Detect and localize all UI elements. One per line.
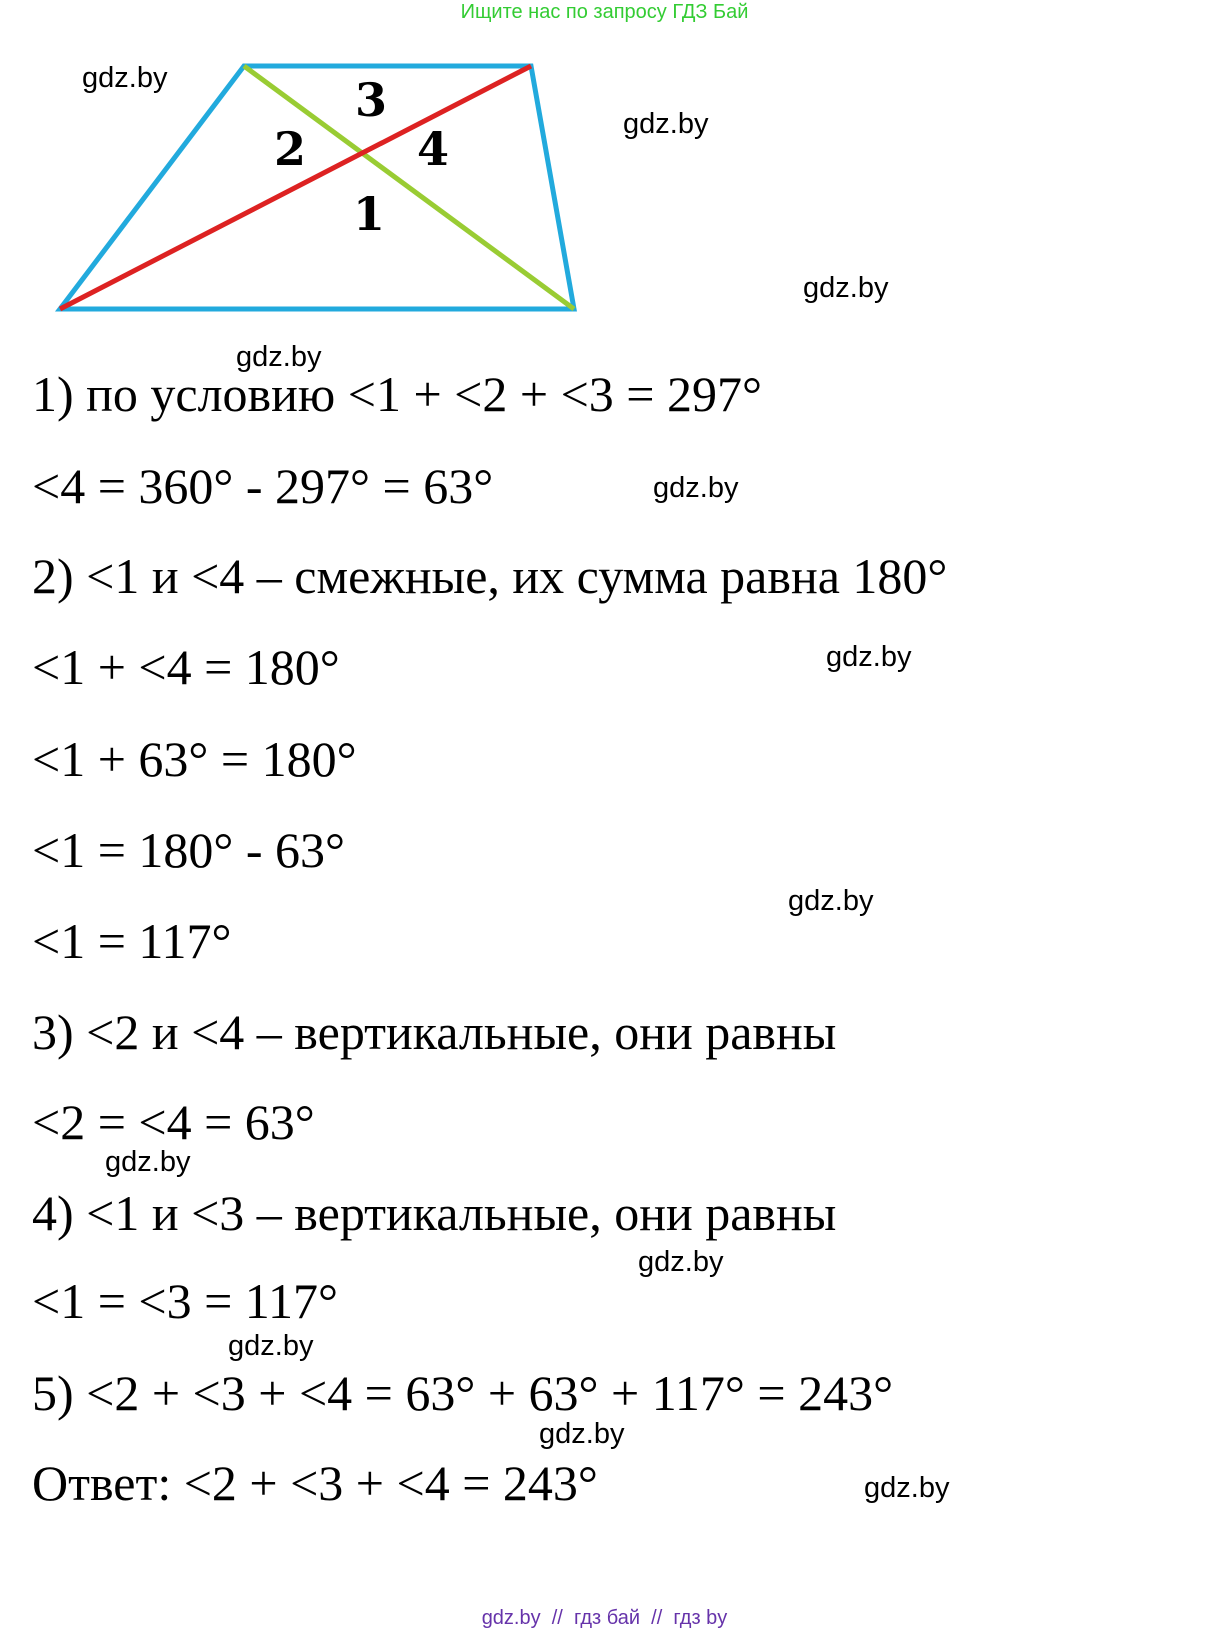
solution-line-8: 3) <2 и <4 – вертикальные, они равны — [32, 1004, 837, 1060]
solution-line-7: <1 = 117° — [32, 913, 232, 969]
watermark: gdz.by — [653, 472, 739, 504]
angle-label-3: 3 — [354, 73, 388, 127]
angle-label-1: 1 — [352, 187, 386, 241]
angle-label-4: 4 — [416, 122, 450, 176]
trapezoid-outline — [60, 66, 574, 309]
watermark: gdz.by — [105, 1146, 191, 1178]
solution-line-3: 2) <1 и <4 – смежные, их сумма равна 180° — [32, 548, 948, 604]
angle-label-2: 2 — [273, 122, 307, 176]
watermark: gdz.by — [864, 1472, 950, 1504]
solution-line-6: <1 = 180° - 63° — [32, 822, 346, 878]
watermark: gdz.by — [236, 341, 322, 373]
watermark: gdz.by — [826, 641, 912, 673]
watermark: gdz.by — [788, 885, 874, 917]
solution-line-5: <1 + 63° = 180° — [32, 731, 357, 787]
watermark: gdz.by — [623, 108, 709, 140]
solution-line-10: 4) <1 и <3 – вертикальные, они равны — [32, 1185, 837, 1241]
solution-line-2: <4 = 360° - 297° = 63° — [32, 458, 494, 514]
footer-links: gdz.by // гдз бай // гдз by — [481, 1607, 728, 1629]
watermark: gdz.by — [539, 1418, 625, 1450]
watermark: gdz.by — [82, 62, 168, 94]
watermark: gdz.by — [803, 272, 889, 304]
solution-line-1: 1) по условию <1 + <2 + <3 = 297° — [32, 366, 762, 422]
solution-line-4: <1 + <4 = 180° — [32, 639, 340, 695]
answer-line: Ответ: <2 + <3 + <4 = 243° — [32, 1455, 598, 1511]
top-banner: Ищите нас по запросу ГДЗ Бай — [460, 1, 749, 23]
solution-line-12: 5) <2 + <3 + <4 = 63° + 63° + 117° = 243° — [32, 1365, 894, 1421]
trapezoid-diagram — [0, 0, 620, 330]
solution-line-9: <2 = <4 = 63° — [32, 1094, 315, 1150]
solution-line-11: <1 = <3 = 117° — [32, 1273, 338, 1329]
watermark: gdz.by — [638, 1246, 724, 1278]
watermark: gdz.by — [228, 1330, 314, 1362]
